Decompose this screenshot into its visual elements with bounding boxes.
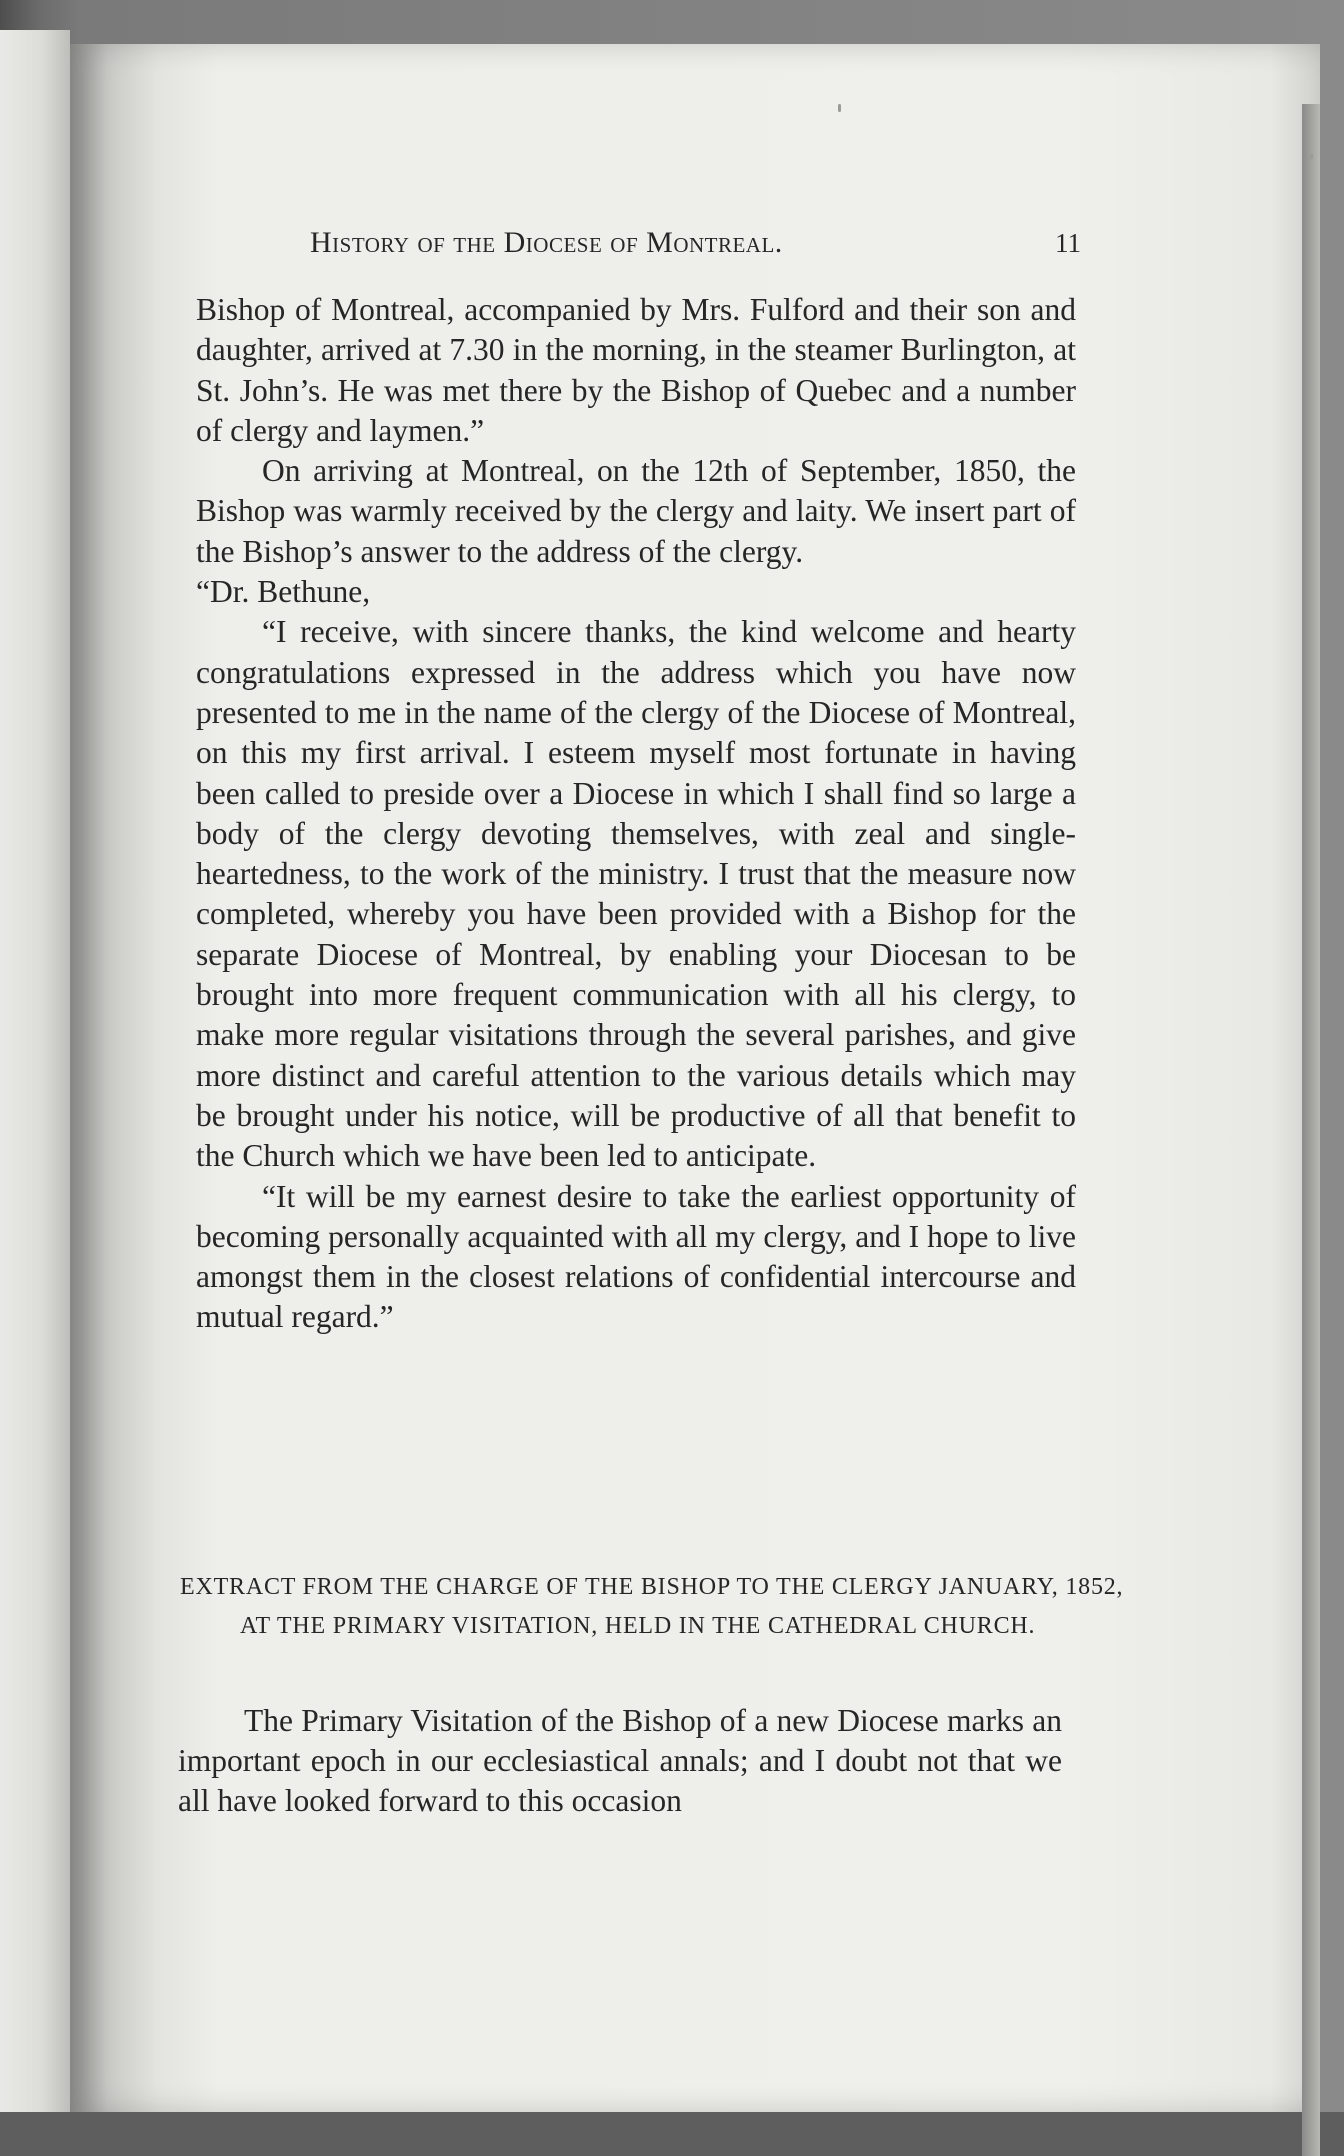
paragraph: The Primary Visitation of the Bishop of a new Diocese marks an important epoch in our ecclesiastical annals; and I doubt not that we all have looked forward to this occasion — [178, 1703, 1062, 1818]
page-right-edge — [1302, 104, 1320, 2156]
paragraph: On arriving at Montreal, on the 12th of September, 1850, the Bishop was warmly received by the clergy and laity. We insert part of the Bishop’s answer to the address of the clergy. — [196, 453, 1076, 569]
paragraph: “It will be my earnest desire to take the earliest opportunity of becoming personally acquainted with all my clergy, and I hope to live amongst them in the closest relations of confidential intercourse and mutual regard.” — [196, 1178, 1076, 1335]
paragraph: Bishop of Montreal, accompanied by Mrs. Fulford and their son and daughter, arrived at 7.30 in the morning, in the steamer Burlington, at St. John’s. He was met there by the Bishop of Quebec and a number of clergy and laymen.” — [196, 292, 1076, 448]
paragraph: “I receive, with sincere thanks, the kind welcome and hearty congratulations expressed in the address which you have now presented to me in the name of the clergy of the Diocese of Montreal, on this my first arrival. I esteem myself most fortunate in having been called to preside over a Diocese in which I shall find so large a body of the clergy devoting themselves, with zeal and single-heartedness, to the work of the ministry. I trust that the measure now completed, whereby you have been provided with a Bishop for the separate Diocese of Montreal, by enabling your Diocesan to be brought into more frequent communication with all his clergy, to make more regular visitations through the several parishes, and give more distinct and careful attention to the various details which may be brought under his notice, will be productive of all that benefit to the Church which we have been led to anticipate. — [196, 614, 1076, 1174]
page-header — [310, 226, 1110, 266]
salutation: “Dr. Bethune, — [196, 574, 371, 610]
page-number: 11 — [1055, 228, 1081, 258]
paper-speck — [838, 104, 841, 112]
facing-page-edge — [0, 30, 70, 2112]
body-text-continued — [178, 1701, 1062, 1821]
body-text — [196, 290, 1076, 1338]
paper-speck — [1310, 154, 1313, 159]
section-heading: EXTRACT FROM THE CHARGE OF THE BISHOP TO THE CLERGY JANUARY, 1852, AT THE PRIMARY VISITATION, HELD IN THE CATHEDRAL CHURCH. — [180, 1574, 1124, 1639]
running-title: History of the Diocese of Montreal. — [310, 226, 783, 259]
